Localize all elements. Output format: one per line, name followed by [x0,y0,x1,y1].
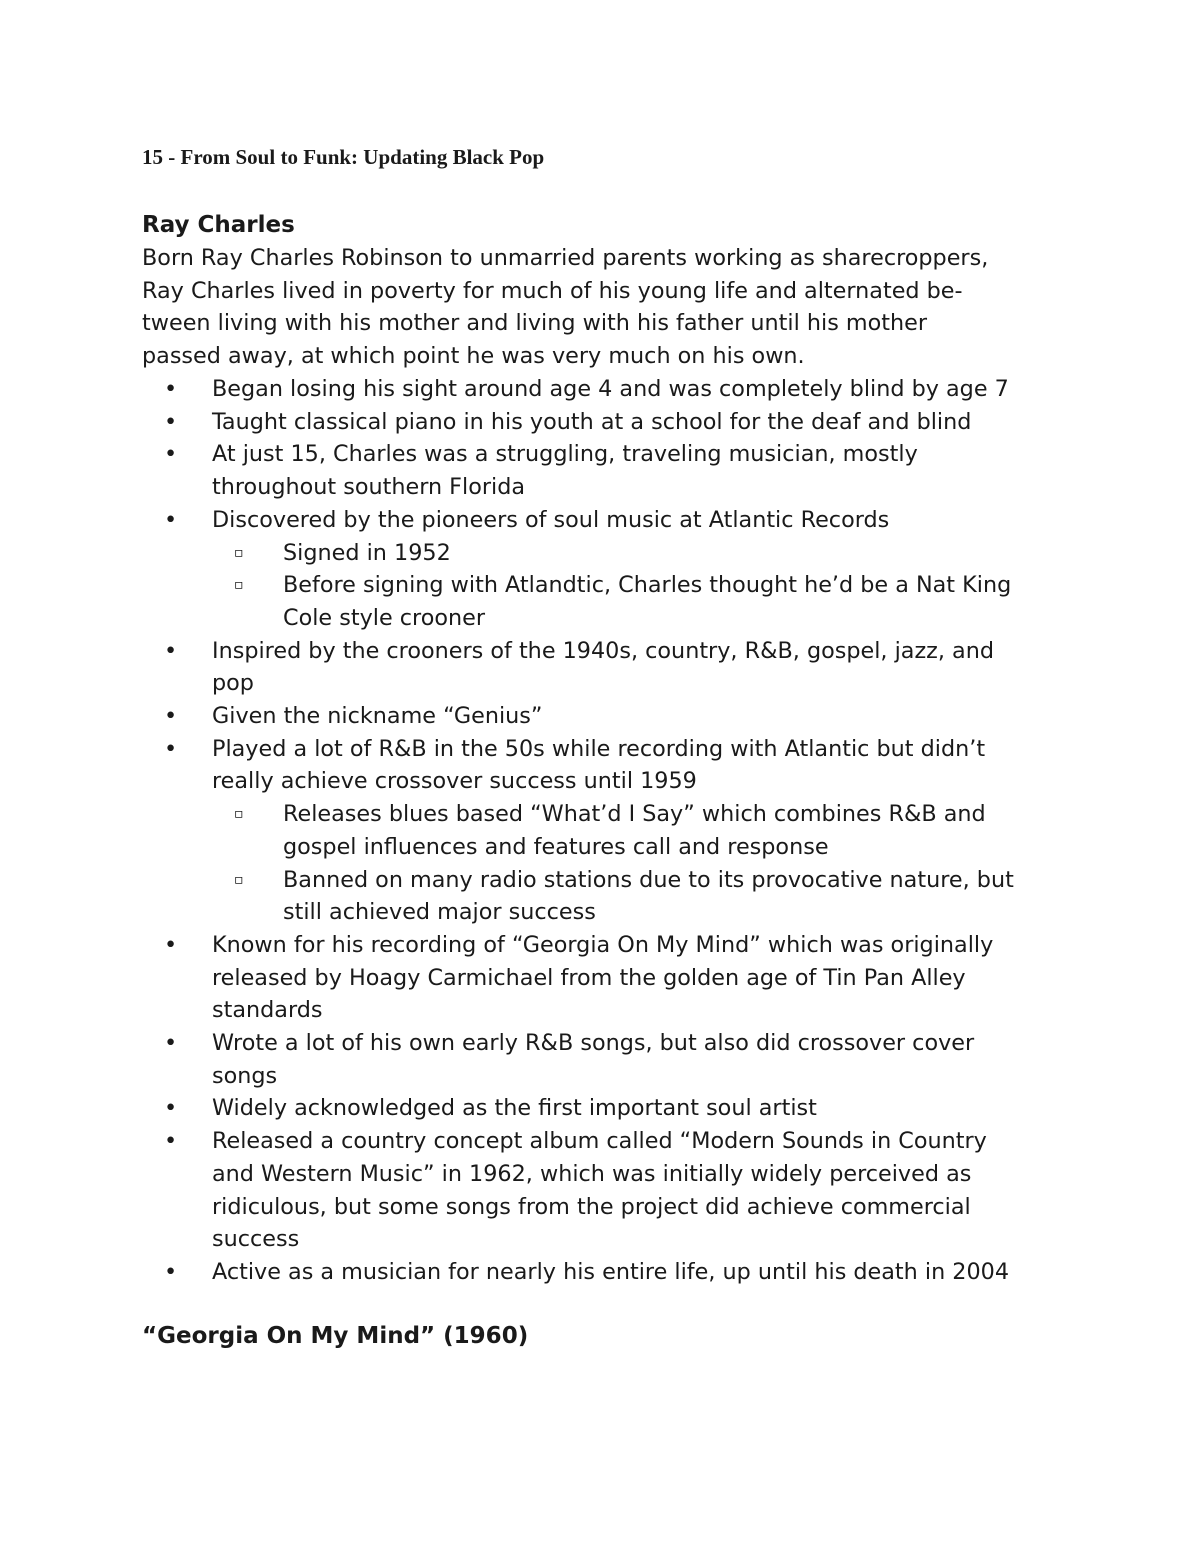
bullet-text-line: At just 15, Charles was a struggling, traveling musician, mostly [212,441,918,468]
bullet-marker: • [164,506,178,533]
sub-bullet-item [142,798,1082,863]
sub-bullet-text-line: gospel influences and features call and response [283,833,829,860]
bullet-item [142,929,1082,1027]
intro-line: tween living with his mother and living with his father until his mother [142,310,928,337]
sub-bullet-text-line: Banned on many radio stations due to its provocative nature, but [283,866,1014,893]
sub-bullet-text-line: Signed in 1952 [283,539,451,566]
document-title: 15 - From Soul to Funk: Updating Black Pop [142,145,545,169]
bullet-marker: • [164,703,178,730]
bullet-text-line: Given the nickname “Genius” [212,703,543,730]
bullet-item [142,1125,1082,1256]
bullet-text-line: released by Hoagy Carmichael from the golden age of Tin Pan Alley [212,964,966,991]
bullet-list [142,373,1082,1289]
section-heading-georgia-on-my-mind: “Georgia On My Mind” (1960) [142,1323,529,1349]
bullet-item [142,504,1082,537]
bullet-marker: • [164,441,178,468]
bullet-text-line: throughout southern Florida [212,474,526,501]
bullet-item [142,1256,1082,1289]
bullet-marker: • [164,376,178,402]
bullet-marker: • [164,735,178,762]
bullet-marker: • [164,1128,178,1155]
sub-bullet-marker: ▫ [234,577,244,594]
bullet-text-line: songs [212,1062,278,1089]
bullet-text-line: really achieve crossover success until 1959 [212,768,697,795]
bullet-text-line: Discovered by the pioneers of soul music at Atlantic Records [212,506,890,533]
bullet-text-line: Inspired by the crooners of the 1940s, country, R&B, gospel, jazz, and [212,637,994,664]
bullet-item [142,1092,1082,1125]
bullet-text-line: Released a country concept album called “Modern Sounds in Country [212,1128,987,1155]
sub-bullet-marker: ▫ [234,544,244,561]
bullet-item [142,733,1082,798]
bullet-item [142,635,1082,700]
intro-paragraph [142,242,1062,373]
section-heading-ray-charles: Ray Charles [142,212,295,238]
bullet-text-line: ridiculous, but some songs from the project did achieve commercial [212,1193,971,1220]
sub-bullet-text-line: still achieved major success [283,899,596,926]
bullet-item [142,438,1082,503]
bullet-text-line: pop [212,670,254,697]
bullet-text-line: Taught classical piano in his youth at a school for the deaf and blind [212,408,972,435]
bullet-marker: • [164,408,178,435]
bullet-marker: • [164,1095,178,1122]
bullet-text-line: Wrote a lot of his own early R&B songs, but also did crossover cover [212,1030,975,1057]
sub-bullet-text-line: Cole style crooner [283,604,486,631]
bullet-item [142,1027,1082,1092]
sub-bullet-text-line: Before signing with Atlandtic, Charles thought he’d be a Nat King [283,572,1012,599]
bullet-marker: • [164,931,178,958]
sub-bullet-item [142,537,1082,570]
bullet-marker: • [164,637,178,664]
intro-line: Born Ray Charles Robinson to unmarried parents working as sharecroppers, [142,245,989,271]
bullet-item [142,700,1082,733]
intro-line: passed away, at which point he was very much on his own. [142,343,805,370]
sub-bullet-marker: ▫ [234,871,244,888]
sub-bullet-text-line: Releases blues based “What’d I Say” which combines R&B and [283,801,986,828]
bullet-text-line: Widely acknowledged as the first important soul artist [212,1095,817,1122]
bullet-text-line: Began losing his sight around age 4 and was completely blind by age 7 [212,376,1009,402]
bullet-text-line: success [212,1226,300,1253]
bullet-text-line: standards [212,997,323,1024]
bullet-text-line: Known for his recording of “Georgia On My Mind” which was originally [212,931,994,958]
bullet-text-line: Active as a musician for nearly his entire life, up until his death in 2004 [212,1258,1010,1285]
sub-bullet-item [142,569,1082,634]
sub-bullet-marker: ▫ [234,806,244,823]
intro-line: Ray Charles lived in poverty for much of his young life and alternated be- [142,277,963,304]
bullet-marker: • [164,1030,178,1057]
bullet-marker: • [164,1258,178,1285]
sub-bullet-item [142,864,1082,929]
bullet-text-line: Played a lot of R&B in the 50s while recording with Atlantic but didn’t [212,735,986,762]
bullet-item [142,373,1082,406]
bullet-text-line: and Western Music” in 1962, which was initially widely perceived as [212,1160,972,1187]
bullet-item [142,406,1082,439]
